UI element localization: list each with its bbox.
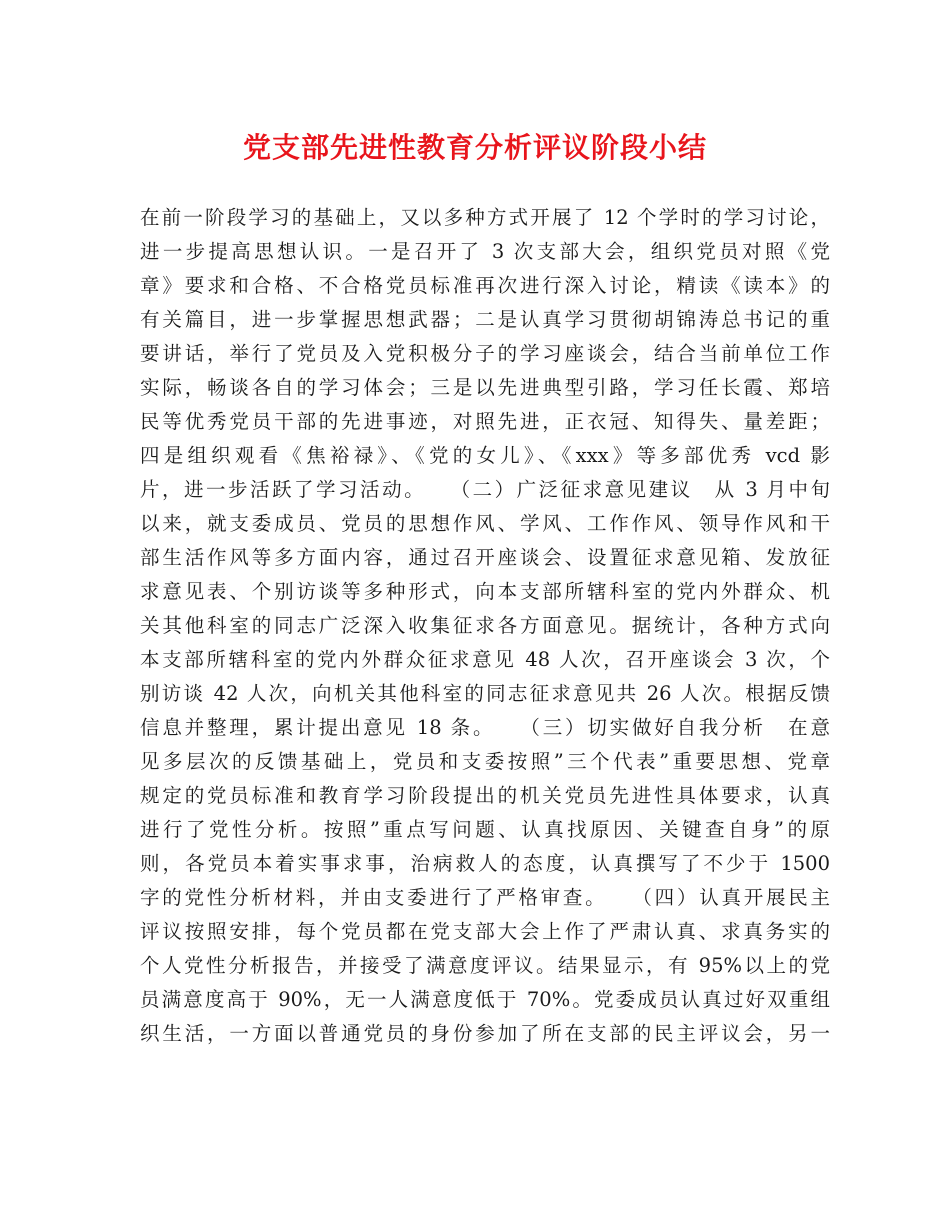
- body-line: 有关篇目，进一步掌握思想武器；二是认真学习贯彻胡锦涛总书记的重: [140, 308, 830, 331]
- body-line: 织生活，一方面以普通党员的身份参加了所在支部的民主评议会，另一: [140, 1022, 830, 1045]
- body-line: 四是组织观看《焦裕禄》、《党的女儿》、《xxx》等多部优秀 vcd 影: [140, 444, 830, 467]
- body-line: 本支部所辖科室的党内外群众征求意见 48 人次，召开座谈会 3 次，个: [140, 648, 830, 671]
- body-line: 章》要求和合格、不合格党员标准再次进行深入讨论，精读《读本》的: [140, 274, 830, 297]
- body-line: 民等优秀党员干部的先进事迹，对照先进，正衣冠、知得失、量差距；: [140, 410, 830, 433]
- body-line: 在前一阶段学习的基础上，又以多种方式开展了 12 个学时的学习讨论，: [140, 206, 830, 229]
- body-line: 见多层次的反馈基础上，党员和支委按照”三个代表”重要思想、党章: [140, 750, 830, 773]
- document-body: [140, 201, 830, 1051]
- body-line: 评议按照安排，每个党员都在党支部大会上作了严肃认真、求真务实的: [140, 920, 830, 943]
- body-line: 员满意度高于 90%，无一人满意度低于 70%。党委成员认真过好双重组: [140, 988, 830, 1011]
- body-line: 规定的党员标准和教育学习阶段提出的机关党员先进性具体要求，认真: [140, 784, 830, 807]
- body-line: 要讲话，举行了党员及入党积极分子的学习座谈会，结合当前单位工作: [140, 342, 830, 365]
- body-line: 片，进一步活跃了学习活动。 （二）广泛征求意见建议 从 3 月中旬: [140, 478, 830, 501]
- body-line: 部生活作风等多方面内容，通过召开座谈会、设置征求意见箱、发放征: [140, 546, 830, 569]
- document-title: 党支部先进性教育分析评议阶段小结: [242, 131, 707, 164]
- body-line: 进行了党性分析。按照”重点写问题、认真找原因、关键查自身”的原: [140, 818, 830, 841]
- body-line: 关其他科室的同志广泛深入收集征求各方面意见。据统计，各种方式向: [140, 614, 830, 637]
- body-line: 信息并整理，累计提出意见 18 条。 （三）切实做好自我分析 在意: [140, 716, 830, 739]
- body-line: 以来，就支委成员、党员的思想作风、学风、工作作风、领导作风和干: [140, 512, 830, 535]
- body-line: 则，各党员本着实事求事，治病救人的态度，认真撰写了不少于 1500: [140, 852, 830, 875]
- body-line: 实际，畅谈各自的学习体会；三是以先进典型引路，学习任长霞、郑培: [140, 376, 830, 399]
- body-line: 求意见表、个别访谈等多种形式，向本支部所辖科室的党内外群众、机: [140, 580, 830, 603]
- body-line: 字的党性分析材料，并由支委进行了严格审查。 （四）认真开展民主: [140, 886, 830, 909]
- body-line: 进一步提高思想认识。一是召开了 3 次支部大会，组织党员对照《党: [140, 240, 830, 263]
- body-line: 个人党性分析报告，并接受了满意度评议。结果显示，有 95%以上的党: [140, 954, 830, 977]
- body-line: 别访谈 42 人次，向机关其他科室的同志征求意见共 26 人次。根据反馈: [140, 682, 830, 705]
